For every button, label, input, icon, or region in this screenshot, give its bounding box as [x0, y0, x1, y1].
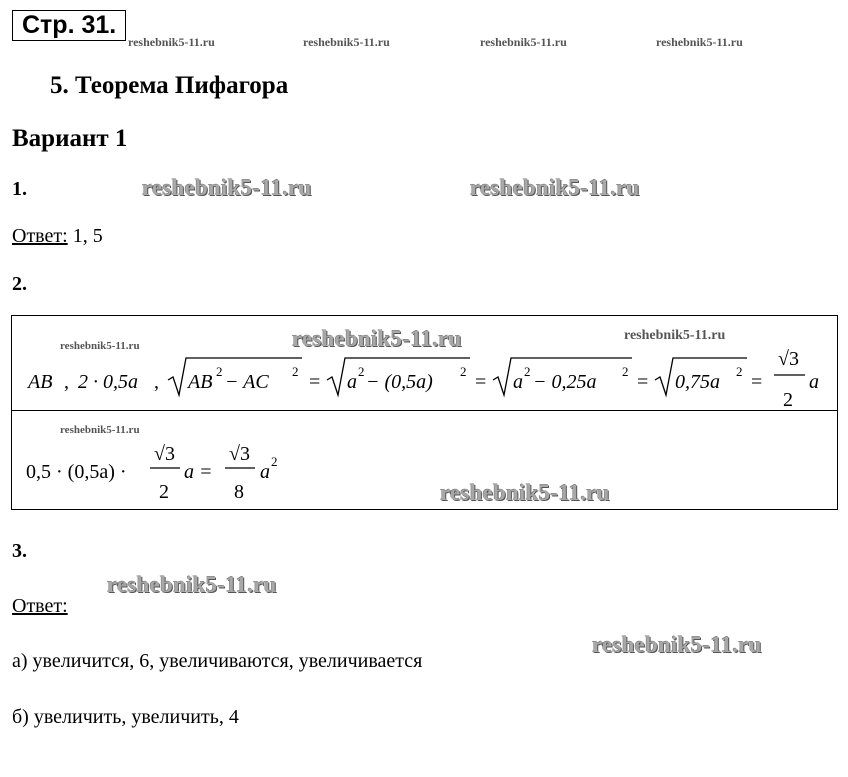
math-term: 2	[358, 364, 365, 379]
task-1-answer	[12, 225, 103, 248]
math-term: AB	[28, 371, 53, 393]
task-1-number: 1.	[12, 178, 27, 200]
page-number: Стр. 31.	[22, 11, 117, 39]
math-term: =	[751, 371, 763, 393]
watermark: reshebnik5-11.ru	[107, 572, 277, 597]
math-term: a	[513, 371, 523, 393]
math-term: 2	[460, 364, 467, 379]
math-term: 8	[234, 481, 244, 503]
math-term: √3	[778, 348, 799, 370]
watermark: reshebnik5-11.ru	[624, 328, 726, 343]
math-term: AB	[188, 371, 213, 393]
watermark: reshebnik5-11.ru	[60, 340, 140, 352]
math-term: =	[309, 371, 321, 393]
solution-row-1-formula	[20, 340, 835, 410]
math-term: 2	[622, 364, 629, 379]
watermark: reshebnik5-11.ru	[592, 632, 762, 657]
watermark: reshebnik5-11.ru	[440, 480, 610, 505]
math-term: √3	[229, 443, 250, 465]
math-term: √3	[154, 443, 175, 465]
math-term: 2	[783, 389, 793, 410]
watermark: reshebnik5-11.ru	[303, 35, 390, 49]
math-term: 2	[292, 364, 299, 379]
math-term: 2	[736, 364, 743, 379]
math-term: 2	[159, 481, 169, 503]
watermark: reshebnik5-11.ru	[60, 424, 140, 436]
watermark: reshebnik5-11.ru	[142, 175, 312, 200]
task-3-answer-label: Ответ:	[12, 595, 68, 617]
math-term: =	[475, 371, 487, 393]
task-3-answer-a: а) увеличится, 6, увеличиваются, увеличивается	[12, 650, 423, 672]
watermark: reshebnik5-11.ru	[656, 35, 743, 49]
math-term: − AC	[225, 371, 269, 393]
table-row-divider	[11, 410, 838, 411]
math-term: a	[260, 461, 270, 483]
task-3-number: 3.	[12, 540, 27, 562]
section-title: 5. Теорема Пифагора	[50, 72, 289, 99]
math-term: 2	[216, 364, 223, 379]
math-term: ,	[64, 371, 69, 393]
answer-value: 1, 5	[67, 225, 103, 247]
math-term: − (0,5a)	[366, 371, 433, 393]
math-term: 0,75a	[675, 371, 720, 393]
math-term: ,	[154, 371, 159, 393]
solution-row-2-formula	[20, 440, 320, 506]
math-term: =	[637, 371, 649, 393]
math-term: 2	[271, 454, 278, 469]
watermark: reshebnik5-11.ru	[470, 175, 640, 200]
page-number-box	[12, 10, 126, 41]
math-term: a	[809, 371, 819, 393]
watermark: reshebnik5-11.ru	[128, 35, 215, 49]
task-2-number: 2.	[12, 273, 27, 295]
math-term: − 0,25a	[533, 371, 597, 393]
math-term: 2	[524, 364, 531, 379]
watermark: reshebnik5-11.ru	[292, 326, 462, 351]
math-term: a =	[184, 461, 213, 483]
math-term: 2 · 0,5a	[78, 371, 138, 393]
answer-label: Ответ:	[12, 225, 68, 247]
math-term: 0,5 · (0,5a) ·	[26, 461, 127, 483]
watermark: reshebnik5-11.ru	[480, 35, 567, 49]
variant-title: Вариант 1	[12, 125, 128, 152]
math-term: a	[347, 371, 357, 393]
task-3-answer-b: б) увеличить, увеличить, 4	[12, 706, 239, 728]
